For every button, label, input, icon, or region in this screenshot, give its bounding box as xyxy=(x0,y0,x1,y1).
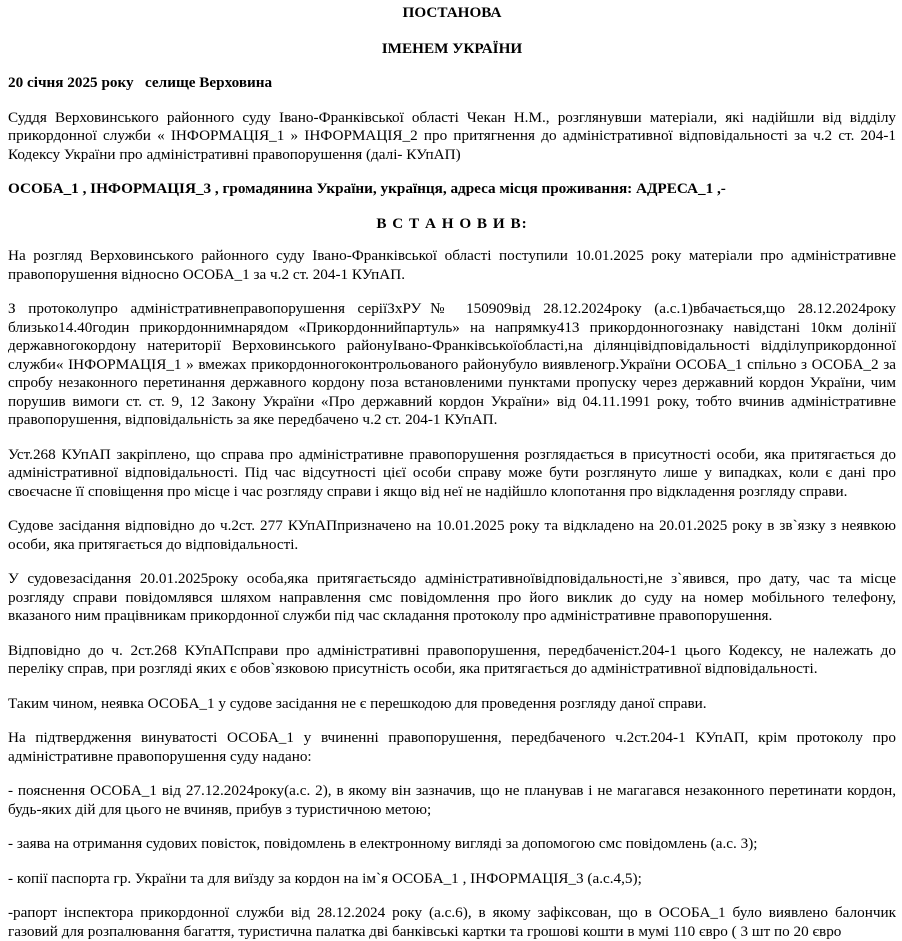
body-paragraph: На розгляд Верховинського районного суду Івано-Франківської області поступили 10.01.2025 року матеріали про адміністративне правопорушення відносно ОСОБА_1 за ч.2 ст. 204-1 КУпАП. xyxy=(8,247,896,283)
body-paragraph: У судовезасідання 20.01.2025року особа,яка притягаєтьсядо адміністративноївідповідальності,не з`явився, про дату, час та місце розгляду справи повідомлявся шляхом направлення смс повідомлення про його виклик до суду на номер мобільного телефону, вказаного ним працівникам прикордонної служби під час складання протоколу про адміністративне правопорушення. xyxy=(8,570,896,624)
date-place: 20 січня 2025 року селище Верховина xyxy=(8,74,273,91)
body-paragraph: З протоколупро адміністративнеправопорушення серіїЗхРУ№ 150909від 28.12.2024року (а.с.1)вбачається,що 28.12.2024року близько14.40годин прикордоннимнарядом «Прикордоннийпартуль» на напрямку413 прикордонногознаку навідстані 10км долінії державногокордону натериторії Верховинського районуІвано-Франківськоїобласті,на ділянцівідповідальності відділуприкордонної служби« ІНФОРМАЦІЯ_1 » вмежах прикордонногоконтрольованого районубуло виявленогр.України ОСОБА_1 спільно з ОСОБА_2 за спробу незаконного перетинання державного кордону поза встановленими пунктами пропуску через державний кордон України, чим порушив вимоги ст. ст. 9, 12 Закону України «Про державний кордон України» від 04.11.1991 року, тобто вчинив адміністративне правопорушення, відповідальність за яке передбачено ч.2 ст. 204-1 КУпАП. xyxy=(8,300,896,428)
list-item: - копії паспорта гр. України та для виїзду за кордон на ім`я ОСОБА_1 , ІНФОРМАЦІЯ_3 (а.с.4,5); xyxy=(8,869,642,887)
list-item: -рапорт інспектора прикордонної служби від 28.12.2024 року (а.с.6), в якому зафіксован, що в ОСОБА_1 було виявлено балончик газовий для розпалювання багаття, туристична палатка дві банківські картки та грошові кошти в мумі 110 євро ( 3 шт по 20 євро xyxy=(8,904,896,940)
intro-paragraph: Суддя Верховинського районного суду Івано-Франківської області Чекан Н.М., розглянувши матеріали, які надійшли від відділу прикордонної служби « ІНФОРМАЦІЯ_1 » ІНФОРМАЦІЯ_2 про притягнення до адміністративної відповідальності за ч.2 ст. 204-1 Кодексу України про адміністративні правопорушення (далі- КУпАП) xyxy=(8,108,896,163)
list-item: - заява на отримання судових повісток, повідомлень в електронному вигляді за допомогою смс повідомлень (а.с. 3); xyxy=(8,835,758,852)
establish-heading: В С Т А Н О В И В: xyxy=(376,214,528,232)
body-paragraph: Відповідно до ч. 2ст.268 КУпАПсправи про адміністративні правопорушення, передбаченіст.204-1 цього Кодексу, не належать до переліку справ, при розгляді яких є обов`язковою присутність особи, яка притягається до адміністративної відповідальності. xyxy=(8,641,896,677)
body-paragraph: Судове засідання відповідно до ч.2ст. 277 КУпАПпризначено на 10.01.2025 року та відкладено на 20.01.2025 року в зв`язку з неявкою особи, яка притягається до відповідальності. xyxy=(8,517,896,553)
body-paragraph: Уст.268 КУпАП закріплено, що справа про адміністративне правопорушення розглядається в присутності особи, яка притягається до адміністративної відповідальності. Під час відсутності цієї особи справу може бути розглянуто лише у випадках, коли є дані про своєчасне її сповіщення про місце і час розгляду справи і якщо від неї не надійшло клопотання про відкладення розгляду справи. xyxy=(8,445,896,500)
body-paragraph: Таким чином, неявка ОСОБА_1 у судове засідання не є перешкодою для проведення розгляду даної справи. xyxy=(8,694,707,712)
body-paragraph: На підтвердження винуватості ОСОБА_1 у вчиненні правопорушення, передбаченого ч.2ст.204-1 КУпАП, крім протоколу про адміністративне правопорушення суду надано: xyxy=(8,729,896,765)
document-subtitle: ІМЕНЕМ УКРАЇНИ xyxy=(381,39,523,57)
list-item: - пояснення ОСОБА_1 від 27.12.2024року(а.с. 2), в якому він зазначив, що не планував і не магагався незаконного перетинати кордон, будь-яких дій для цього не вчиняв, прибув з туристичною метою; xyxy=(8,782,896,818)
person-paragraph: ОСОБА_1 , ІНФОРМАЦІЯ_3 , громадянина України, українця, адреса місця проживання: АДРЕСА_1 ,- xyxy=(8,180,726,197)
document-title: ПОСТАНОВА xyxy=(402,4,502,21)
